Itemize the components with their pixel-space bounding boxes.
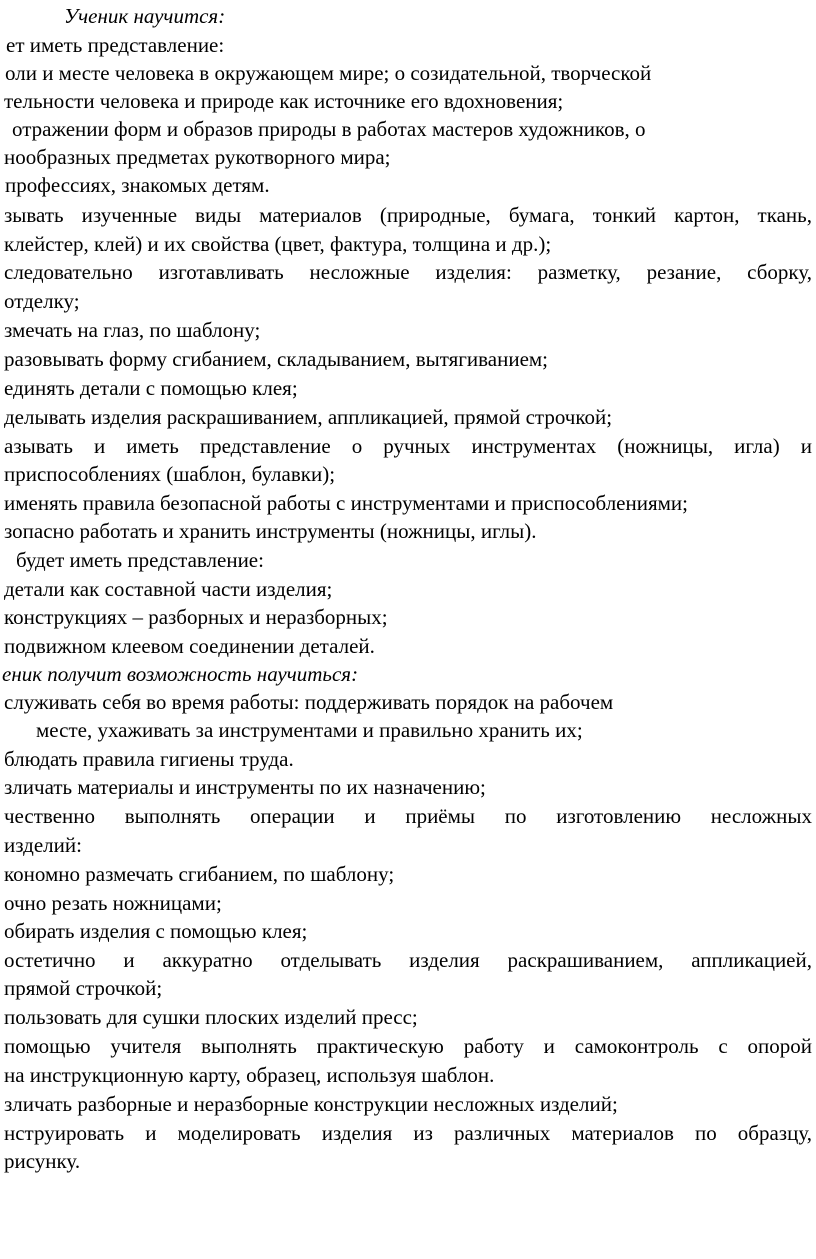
text-line: обирать изделия с помощью клея;	[4, 919, 308, 943]
text-line: рисунку.	[4, 1149, 81, 1173]
text-line: профессиях, знакомых детям.	[5, 173, 270, 197]
text-line: конструкциях – разборных и неразборных;	[4, 605, 388, 629]
text-line: нструировать и моделировать изделия из различных материалов по образцу,	[4, 1121, 812, 1145]
text-line: зличать разборные и неразборные конструкции несложных изделий;	[4, 1092, 618, 1116]
text-line: зопасно работать и хранить инструменты (ножницы, иглы).	[4, 519, 537, 543]
text-line: кономно размечать сгибанием, по шаблону;	[4, 862, 395, 886]
text-line: служивать себя во время работы: поддерживать порядок на рабочем	[4, 690, 614, 714]
text-line: клейстер, клей) и их свойства (цвет, фактура, толщина и др.);	[4, 232, 552, 256]
text-line: тельности человека и природе как источнике его вдохновения;	[4, 89, 564, 113]
section-heading-will-learn: Ученик научится:	[64, 4, 226, 28]
text-line: именять правила безопасной работы с инструментами и приспособлениями;	[4, 491, 688, 515]
text-line: чественно выполнять операции и приёмы по изготовлению несложных	[4, 804, 812, 828]
text-line: на инструкционную карту, образец, используя шаблон.	[4, 1063, 495, 1087]
text-line: изделий:	[4, 833, 82, 857]
text-line: зличать материалы и инструменты по их назначению;	[4, 775, 486, 799]
text-line: ет иметь представление:	[6, 33, 225, 57]
text-line: отражении форм и образов природы в работах мастеров художников, о	[12, 117, 646, 141]
text-line: единять детали с помощью клея;	[4, 376, 298, 400]
text-line: оли и месте человека в окружающем мире; о созидательной, творческой	[5, 61, 652, 85]
text-line: прямой строчкой;	[4, 976, 163, 1000]
text-line: следовательно изготавливать несложные изделия: разметку, резание, сборку,	[4, 260, 812, 284]
text-line: змечать на глаз, по шаблону;	[4, 318, 261, 342]
text-line: детали как составной части изделия;	[4, 577, 333, 601]
text-line: нообразных предметах рукотворного мира;	[4, 145, 391, 169]
text-line: подвижном клеевом соединении деталей.	[4, 634, 375, 658]
text-line: делывать изделия раскрашиванием, аппликацией, прямой строчкой;	[4, 405, 613, 429]
text-line: разовывать форму сгибанием, складыванием, вытягиванием;	[4, 347, 549, 371]
text-line: пользовать для сушки плоских изделий пресс;	[4, 1005, 418, 1029]
text-line: остетично и аккуратно отделывать изделия раскрашиванием, аппликацией,	[4, 948, 812, 972]
text-line: приспособлениях (шаблон, булавки);	[4, 462, 336, 486]
text-line: азывать и иметь представление о ручных инструментах (ножницы, игла) и	[4, 434, 812, 458]
text-line: блюдать правила гигиены труда.	[4, 747, 294, 771]
text-line: очно резать ножницами;	[4, 891, 222, 915]
text-line: помощью учителя выполнять практическую работу и самоконтроль с опорой	[4, 1034, 812, 1058]
section-heading-can-learn: еник получит возможность научиться:	[2, 662, 359, 686]
text-line: зывать изученные виды материалов (природные, бумага, тонкий картон, ткань,	[4, 203, 812, 227]
section-heading-will-know: будет иметь представление:	[16, 548, 264, 572]
text-line: месте, ухаживать за инструментами и правильно хранить их;	[36, 718, 583, 742]
text-line: отделку;	[4, 289, 80, 313]
